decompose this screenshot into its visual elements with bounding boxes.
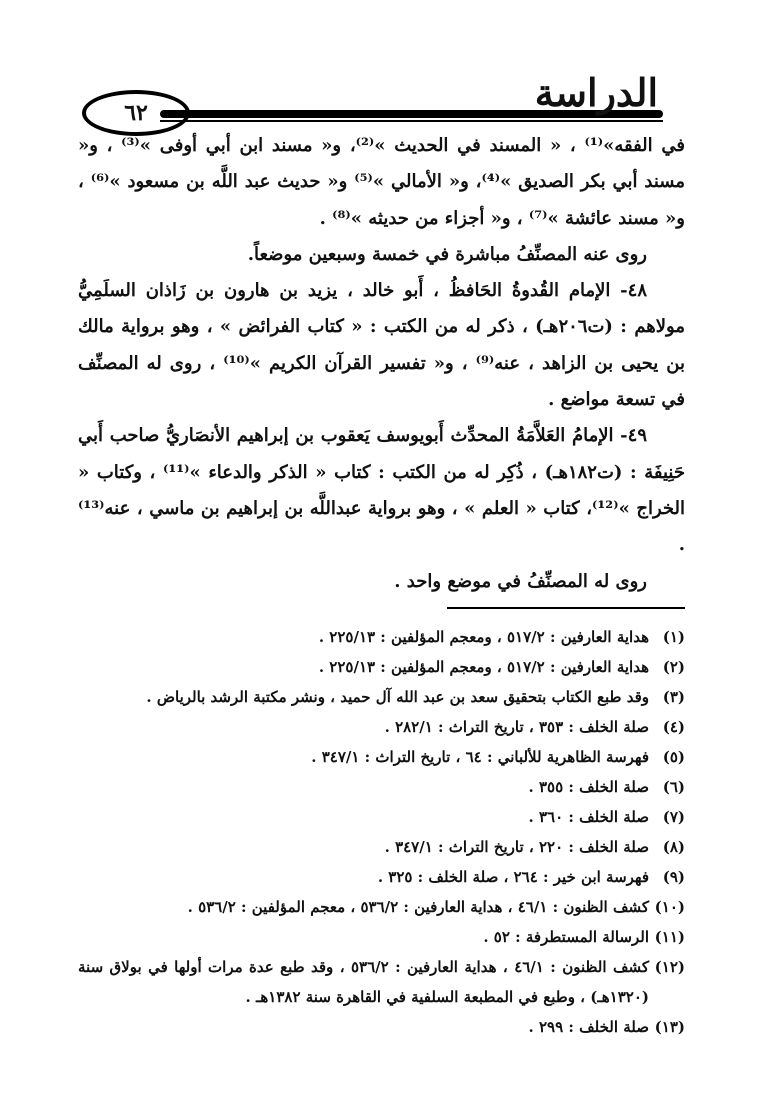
footnote-text: صلة الخلف : ٢٩٩ . xyxy=(528,1018,649,1036)
footnote xyxy=(78,712,685,742)
footnote-text: صلة الخلف : ٢٢٠ ، تاريخ التراث : ٣٤٧/١ . xyxy=(384,838,649,856)
page-number: ٦٢ xyxy=(82,90,190,136)
footnote-number: (٢) xyxy=(662,658,685,676)
paragraph: ٤٨- الإمام القُدوةُ الحَافظُ ، أَبو خالد ، يزيد بن هارون بن زَاذان السلَمِيُّ مولاهم : (ت٢٠٦هـ) ، ذكر له من الكتب : « كتاب الفرائض » ، وهو برواية مالك بن يحيى بن الزاهد ، عنه⁽⁹⁾ ، و« تفسير القرآن الكريم »⁽¹⁰⁾ ، روى له المصنِّف في تسعة مواضع . xyxy=(78,280,686,411)
footnote-number: (١١) xyxy=(654,928,685,946)
footnote-text: صلة الخلف : ٣٥٥ . xyxy=(528,778,649,796)
footnote xyxy=(78,622,685,652)
footnote xyxy=(78,892,685,922)
footnote-number: (٨) xyxy=(662,838,685,856)
footnote xyxy=(78,742,685,772)
footnote-text: الرسالة المستطرفة : ٥٢ . xyxy=(483,928,649,946)
footnote xyxy=(78,802,685,832)
paragraph: ٤٩- الإمامُ العَلاَّمَةُ المحدِّث أَبويوسف يَعقوب بن إبراهيم الأنصَاريُّ صاحب أَبي حَنِيفَة : (ت١٨٢هـ) ، ذُكِر له من الكتب : كتاب « الذكر والدعاء »⁽¹¹⁾ ، وكتاب « الخراج »⁽¹²⁾، كتاب « العلم » ، وهو برواية عبداللَّه بن إبراهيم بن ماسي ، عنه⁽¹³⁾ . xyxy=(78,425,685,556)
footnote xyxy=(78,772,685,802)
footnote xyxy=(78,862,685,892)
footnote-number: (٦) xyxy=(662,778,685,796)
footnote xyxy=(78,682,685,712)
footnote-text: كشف الظنون : ٤٦/١ ، هداية العارفين : ٥٣٦/٢ ، وقد طبع عدة مرات أولها في بولاق سنة (١٣٢٠هـ) ، وطبع في المطبعة السلفية في القاهرة سنة ١٣٨٢هـ . xyxy=(78,958,649,1006)
footnote-number: (١٠) xyxy=(654,898,685,916)
paragraph: روى عنه المصنِّفُ مباشرة في خمسة وسبعين موضعاً. xyxy=(247,243,647,265)
footnote-number: (٩) xyxy=(662,868,685,886)
footnote xyxy=(78,832,685,862)
footnote-number: (١) xyxy=(662,628,685,646)
main-text xyxy=(78,128,685,600)
footnote-text: هداية العارفين : ٥١٧/٢ ، ومعجم المؤلفين : ٢٢٥/١٣ . xyxy=(318,628,649,646)
footnote-text: فهرسة ابن خير : ٢٦٤ ، صلة الخلف : ٣٢٥ . xyxy=(377,868,649,886)
footnote-text: صلة الخلف : ٣٦٠ . xyxy=(528,808,649,826)
footnote-number: (٤) xyxy=(662,718,685,736)
footnote-number: (١٢) xyxy=(654,958,685,976)
footnote xyxy=(78,952,685,1012)
footnotes xyxy=(78,622,685,1042)
footnote xyxy=(78,922,685,952)
footnote-number: (١٣) xyxy=(654,1018,685,1036)
footnote-text: وقد طبع الكتاب بتحقيق سعد بن عبد الله آل حميد ، ونشر مكتبة الرشد بالرياض . xyxy=(146,688,649,706)
section-title: الدراسة xyxy=(534,70,658,115)
footnote-number: (٧) xyxy=(662,808,685,826)
footnote-text: هداية العارفين : ٥١٧/٢ ، ومعجم المؤلفين : ٢٢٥/١٣ . xyxy=(318,658,649,676)
footnote-separator xyxy=(447,607,685,609)
footnote-text: كشف الظنون : ٤٦/١ ، هداية العارفين : ٥٣٦/٢ ، معجم المؤلفين : ٥٣٦/٢ . xyxy=(187,898,649,916)
footnote-number: (٥) xyxy=(662,748,685,766)
page-header xyxy=(0,60,763,130)
paragraph: في الفقه»⁽¹⁾ ، « المسند في الحديث »⁽²⁾، و« مسند ابن أبي أوفى »⁽³⁾ ، و« مسند أبي بكر الصديق »⁽⁴⁾، و« الأمالي »⁽⁵⁾ و« حديث عبد اللَّه بن مسعود »⁽⁶⁾ ، و« مسند عائشة »⁽⁷⁾ ، و« أجزاء من حديثه »⁽⁸⁾ . xyxy=(78,135,686,229)
footnote xyxy=(78,1012,685,1042)
footnote-text: فهرسة الظاهرية للألباني : ٦٤ ، تاريخ التراث : ٣٤٧/١ . xyxy=(311,748,649,766)
footnote xyxy=(78,652,685,682)
footnote-text: صلة الخلف : ٣٥٣ ، تاريخ التراث : ٢٨٢/١ . xyxy=(384,718,649,736)
footnote-number: (٣) xyxy=(662,688,685,706)
paragraph: روى له المصنِّفُ في موضع واحد . xyxy=(394,570,647,592)
